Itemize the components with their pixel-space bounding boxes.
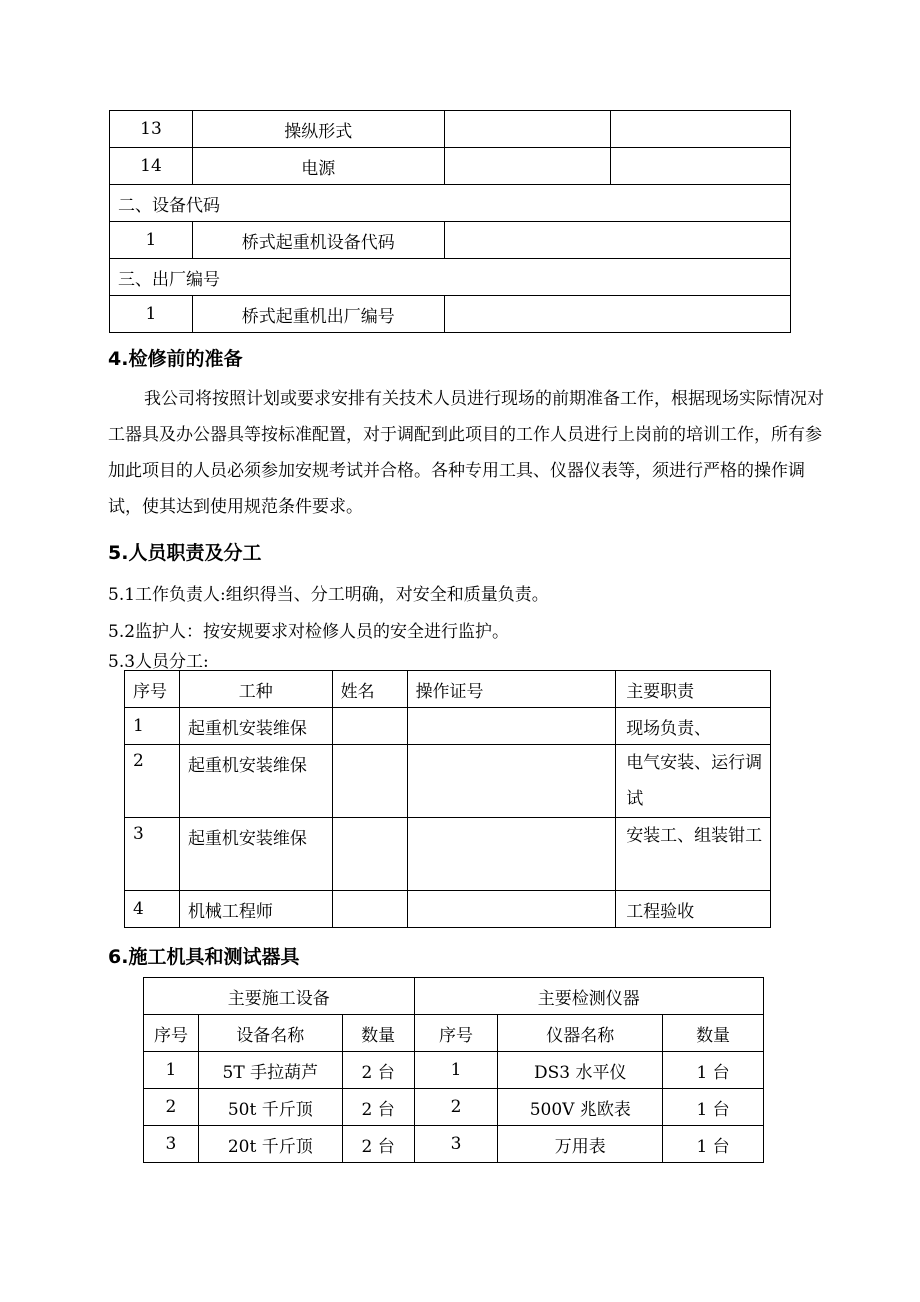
instrument-name: 万用表: [498, 1126, 663, 1163]
table-row: [125, 818, 771, 891]
header-cell: 主要职责: [616, 671, 771, 708]
equipment-qty: 2 台: [342, 1126, 414, 1163]
item-name: 桥式起重机设备代码: [192, 222, 444, 259]
equipment-name: 5T 手拉葫芦: [198, 1052, 342, 1089]
group-header-row: [144, 978, 764, 1015]
equipment-name: 20t 千斤顶: [198, 1126, 342, 1163]
header-cell: 序号: [144, 1015, 199, 1052]
row-number: 1: [414, 1052, 498, 1089]
row-number: 1: [125, 708, 180, 745]
header-cell: 数量: [342, 1015, 414, 1052]
equipment-info-table: [109, 110, 791, 333]
instrument-qty: 1 台: [663, 1052, 764, 1089]
empty-cell: [611, 148, 791, 185]
section-label: 二、设备代码: [110, 185, 791, 222]
section-4-heading: 4.检修前的准备: [108, 348, 243, 370]
empty-cell: [407, 818, 616, 891]
instrument-qty: 1 台: [663, 1126, 764, 1163]
instrument-name: 500V 兆欧表: [498, 1089, 663, 1126]
table-row: [144, 1052, 764, 1089]
section-row: [110, 185, 791, 222]
section-5-heading: 5.人员职责及分工: [108, 542, 262, 564]
group-header-equipment: 主要施工设备: [144, 978, 415, 1015]
job-cell: 起重机安装维保: [179, 708, 332, 745]
section-4-paragraph: 我公司将按照计划或要求安排有关技术人员进行现场的前期准备工作，根据现场实际情况对工器具及办公器具等按标准配置，对于调配到此项目的工作人员进行上岗前的培训工作，所有参加此项目的人员必须参加安规考试并合格。各种专用工具、仪器仪表等，须进行严格的操作调试，使其达到使用规范条件要求。: [108, 389, 824, 517]
empty-cell: [407, 745, 616, 818]
header-cell: 设备名称: [198, 1015, 342, 1052]
row-number: 14: [110, 148, 193, 185]
item-name: 操纵形式: [192, 111, 444, 148]
table-row: [125, 708, 771, 745]
job-cell: 起重机安装维保: [179, 818, 332, 891]
empty-cell: [332, 745, 407, 818]
table-row: [110, 111, 791, 148]
header-cell: 仪器名称: [498, 1015, 663, 1052]
table-row: [110, 148, 791, 185]
table-header-row: [144, 1015, 764, 1052]
table-header-row: [125, 671, 771, 708]
section-5-2-text: 5.2监护人：按安规要求对检修人员的安全进行监护。: [108, 622, 510, 642]
duty-cell: 现场负责、: [616, 708, 771, 745]
empty-cell: [332, 818, 407, 891]
row-number: 1: [110, 296, 193, 333]
empty-cell: [332, 891, 407, 928]
item-name: 电源: [192, 148, 444, 185]
table-row: [125, 891, 771, 928]
header-cell: 序号: [414, 1015, 498, 1052]
staff-table: [124, 670, 771, 928]
header-cell: 姓名: [332, 671, 407, 708]
header-cell: 工种: [179, 671, 332, 708]
section-row: [110, 259, 791, 296]
row-number: 1: [110, 222, 193, 259]
row-number: 2: [125, 745, 180, 818]
table-row: [144, 1126, 764, 1163]
job-cell: 起重机安装维保: [179, 745, 332, 818]
row-number: 1: [144, 1052, 199, 1089]
row-number: 4: [125, 891, 180, 928]
row-number: 2: [144, 1089, 199, 1126]
table-row: [144, 1089, 764, 1126]
row-number: 13: [110, 111, 193, 148]
job-cell: 机械工程师: [179, 891, 332, 928]
duty-cell: 电气安装、运行调试: [616, 745, 771, 818]
tools-table: [143, 977, 764, 1163]
empty-cell: [444, 111, 611, 148]
row-number: 3: [414, 1126, 498, 1163]
duty-cell: 安装工、组装钳工: [616, 818, 771, 891]
instrument-qty: 1 台: [663, 1089, 764, 1126]
group-header-instruments: 主要检测仪器: [414, 978, 763, 1015]
empty-cell: [444, 222, 790, 259]
table-row: [125, 745, 771, 818]
empty-cell: [611, 111, 791, 148]
instrument-name: DS3 水平仪: [498, 1052, 663, 1089]
table-row: [110, 296, 791, 333]
empty-cell: [407, 708, 616, 745]
section-6-heading: 6.施工机具和测试器具: [108, 946, 300, 968]
header-cell: 序号: [125, 671, 180, 708]
empty-cell: [407, 891, 616, 928]
empty-cell: [444, 148, 611, 185]
equipment-name: 50t 千斤顶: [198, 1089, 342, 1126]
row-number: 3: [144, 1126, 199, 1163]
section-label: 三、出厂编号: [110, 259, 791, 296]
table-row: [110, 222, 791, 259]
section-5-1-text: 5.1工作负责人:组织得当、分工明确，对安全和质量负责。: [108, 585, 549, 605]
header-cell: 操作证号: [407, 671, 616, 708]
section-5-3-text: 5.3人员分工:: [108, 652, 209, 672]
empty-cell: [332, 708, 407, 745]
duty-cell: 工程验收: [616, 891, 771, 928]
equipment-qty: 2 台: [342, 1052, 414, 1089]
row-number: 2: [414, 1089, 498, 1126]
header-cell: 数量: [663, 1015, 764, 1052]
row-number: 3: [125, 818, 180, 891]
equipment-qty: 2 台: [342, 1089, 414, 1126]
item-name: 桥式起重机出厂编号: [192, 296, 444, 333]
empty-cell: [444, 296, 790, 333]
